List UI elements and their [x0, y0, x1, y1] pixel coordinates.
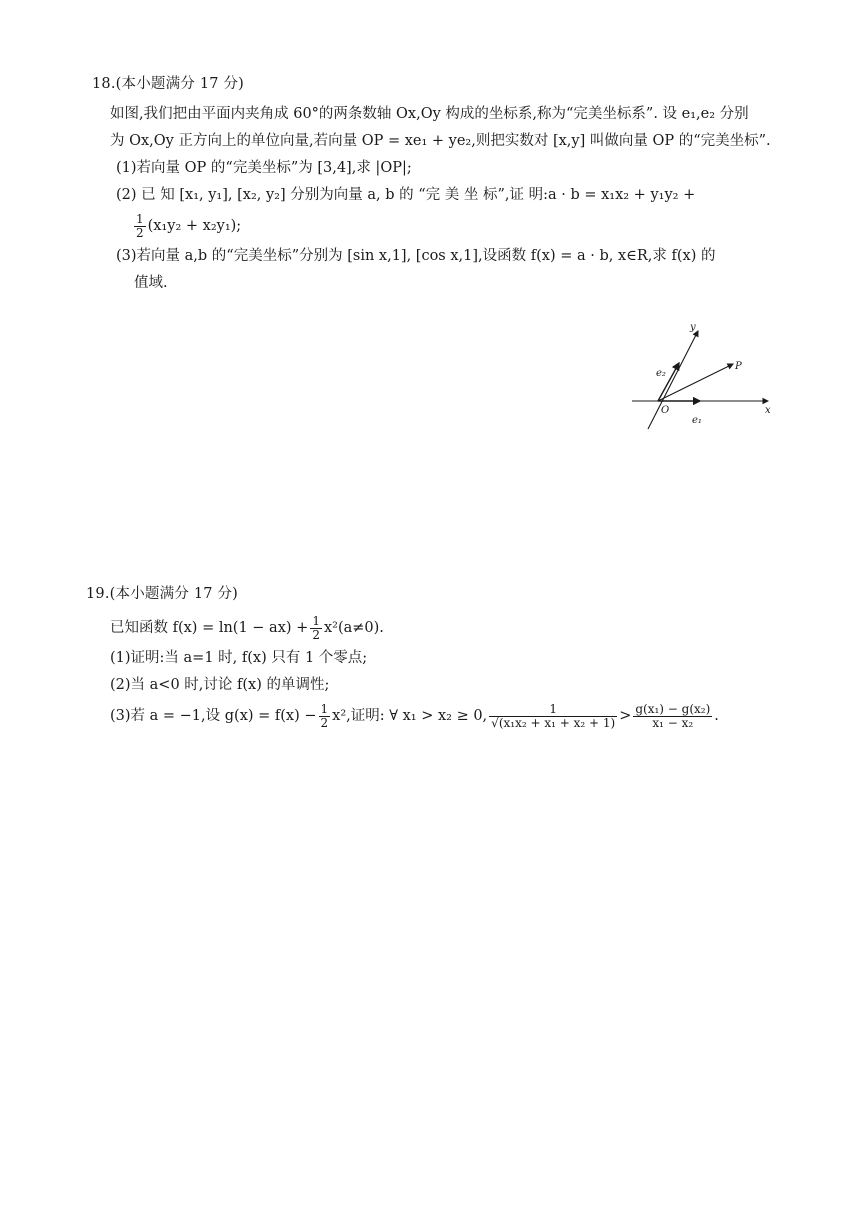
fraction-denominator: 2: [312, 627, 320, 642]
y-axis: [648, 331, 698, 429]
fraction-reciprocal-sqrt: [489, 703, 617, 730]
label-e2: e₂: [656, 368, 666, 379]
label-e1: e₁: [692, 415, 702, 426]
fraction-numerator: g(x₁) − g(x₂): [635, 701, 711, 716]
question-18-intro-line-2: 为 Ox,Oy 正方向上的单位向量,若向量 OP = xe₁ + ye₂,则把实数对 [x,y] 叫做向量 OP 的“完美坐标”.: [110, 133, 771, 149]
greater-than-sign: >: [619, 708, 632, 724]
fraction-denominator: 2: [136, 225, 144, 240]
label-x: x: [765, 405, 771, 416]
question-19-intro-a: 已知函数 f(x) = ln(1 − ax) +: [110, 620, 309, 636]
vector-op: [658, 364, 733, 401]
question-18-part-3-line-2: 值域.: [134, 275, 168, 291]
fraction-difference-quotient: [633, 703, 712, 730]
label-p: P: [735, 361, 742, 372]
fraction-numerator: 1: [312, 613, 320, 628]
question-19-header: 19.(本小题满分 17 分): [86, 586, 239, 602]
fraction-one-half: [310, 615, 322, 642]
fraction-denominator: √(x₁x₂ + x₁ + x₂ + 1): [491, 715, 616, 730]
question-18-part-2-expression: (x₁y₂ + x₂y₁);: [147, 218, 242, 234]
question-19-part-3-b: x²,证明: ∀ x₁ > x₂ ≥ 0,: [332, 708, 488, 724]
question-18-part-2-line-1: (2) 已 知 [x₁, y₁], [x₂, y₂] 分别为向量 a, b 的 “完 美 坐 标”,证 明:a · b = x₁x₂ + y₁y₂ +: [116, 187, 696, 203]
question-18: [92, 72, 782, 297]
question-18-part-1: (1)若向量 OP 的“完美坐标”为 [3,4],求 |OP|;: [116, 160, 412, 176]
question-19-part-1: (1)证明:当 a=1 时, f(x) 只有 1 个零点;: [110, 650, 368, 666]
question-19-intro: [110, 611, 786, 645]
question-19: [86, 582, 786, 733]
period: .: [714, 708, 719, 724]
fraction-one-half: [134, 213, 146, 240]
fraction-denominator: 2: [320, 715, 329, 730]
question-19-intro-b: x²(a≠0).: [323, 620, 384, 636]
label-y: y: [690, 322, 696, 333]
question-19-part-3-a: (3)若 a = −1,设 g(x) = f(x) −: [110, 708, 317, 724]
fraction-numerator: 1: [136, 211, 144, 226]
fraction-numerator: 1: [489, 703, 617, 717]
coordinate-system-diagram: [628, 318, 778, 433]
question-19-part-3: [110, 699, 786, 733]
question-19-part-2: (2)当 a<0 时,讨论 f(x) 的单调性;: [110, 677, 330, 693]
fraction-numerator: 1: [320, 701, 329, 716]
label-o: O: [661, 405, 670, 416]
question-18-intro-line-1: 如图,我们把由平面内夹角成 60°的两条数轴 Ox,Oy 构成的坐标系,称为“完美坐标系”. 设 e₁,e₂ 分别: [110, 106, 749, 122]
question-18-part-2-line-2: [132, 209, 782, 243]
question-18-part-3-line-1: (3)若向量 a,b 的“完美坐标”分别为 [sin x,1], [cos x,1],设函数 f(x) = a · b, x∈R,求 f(x) 的: [116, 248, 716, 264]
fraction-one-half: [319, 703, 331, 730]
question-18-header: 18.(本小题满分 17 分): [92, 76, 245, 92]
fraction-denominator: x₁ − x₂: [652, 715, 694, 730]
